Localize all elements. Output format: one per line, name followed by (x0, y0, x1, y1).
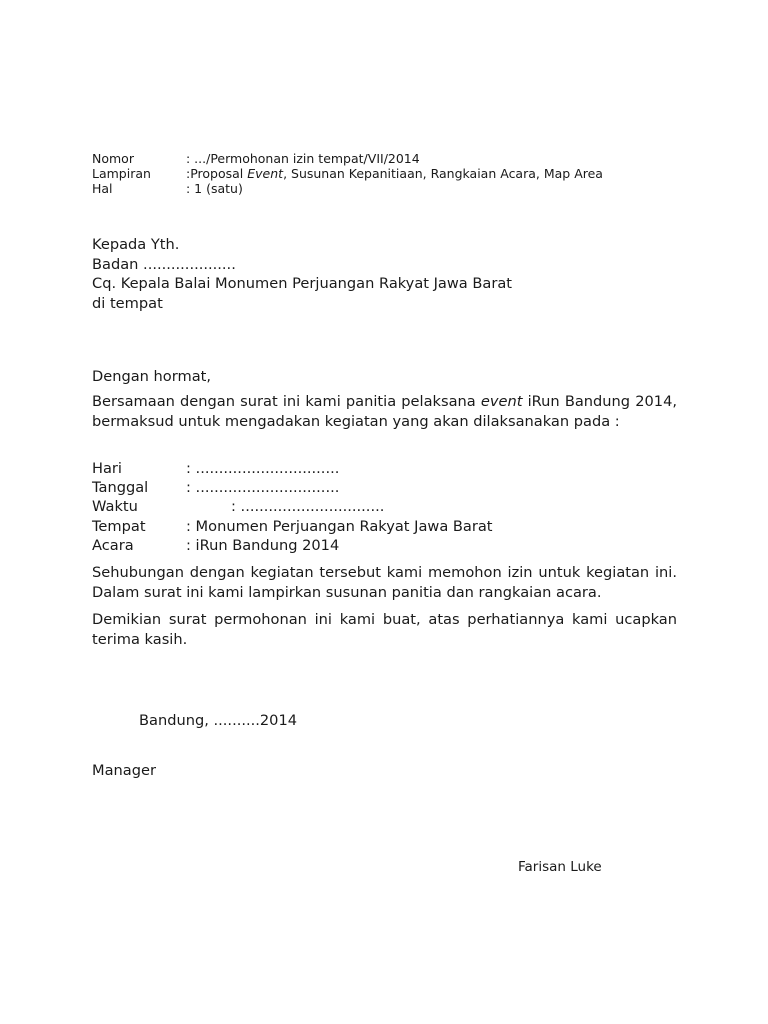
detail-value: : ............................... (186, 479, 340, 496)
request-paragraph: Sehubungan dengan kegiatan tersebut kami memohon izin untuk kegiatan ini. Dalam surat ini kami lampirkan susunan panitia dan rangkaian acara. (92, 564, 677, 601)
recipient-line-1: Kepada Yth. (92, 236, 180, 253)
recipient-line-2: Badan .................... (92, 256, 236, 273)
nomor-value: : .../Permohonan izin tempat/VII/2014 (186, 151, 420, 166)
lampiran-suffix: , Susunan Kepanitiaan, Rangkaian Acara, Map Area (283, 166, 603, 181)
lampiran-label: Lampiran (92, 166, 151, 181)
salutation: Dengan hormat, (92, 368, 212, 385)
intro-paragraph (92, 392, 677, 431)
detail-label: Hari (92, 460, 122, 477)
detail-row-waktu (92, 497, 385, 517)
hal-label: Hal (92, 181, 113, 196)
detail-label: Tanggal (92, 479, 149, 496)
detail-row-tanggal (92, 478, 340, 498)
signatory-name: Farisan Luke (518, 859, 602, 875)
position-title: Manager (92, 762, 156, 779)
intro-part-1: Bersamaan dengan surat ini kami panitia pelaksana (92, 393, 481, 410)
intro-italic: event (480, 393, 523, 410)
detail-value: : ............................... (231, 498, 385, 515)
detail-value: : Monumen Perjuangan Rakyat Jawa Barat (186, 518, 493, 535)
lampiran-italic: Event (247, 166, 284, 181)
detail-label: Tempat (92, 518, 146, 535)
detail-value: : iRun Bandung 2014 (186, 537, 340, 554)
hal-value: : 1 (satu) (186, 181, 243, 196)
detail-row-hari (92, 459, 340, 479)
detail-label: Acara (92, 537, 134, 554)
recipient-line-4: di tempat (92, 295, 163, 312)
recipient-line-3: Cq. Kepala Balai Monumen Perjuangan Rakyat Jawa Barat (92, 275, 513, 292)
intro-part-2: iRun Bandung 2014, bermaksud untuk mengadakan kegiatan yang akan dilaksanakan pada : (92, 393, 677, 430)
lampiran-value (186, 166, 603, 182)
place-date: Bandung, ..........2014 (139, 712, 298, 729)
lampiran-prefix: :Proposal (186, 166, 248, 181)
detail-row-acara (92, 536, 340, 556)
detail-value: : ............................... (186, 460, 340, 477)
nomor-label: Nomor (92, 151, 134, 166)
closing-paragraph: Demikian surat permohonan ini kami buat, atas perhatiannya kami ucapkan terima kasih. (92, 611, 677, 648)
detail-label: Waktu (92, 498, 138, 515)
detail-row-tempat (92, 517, 493, 537)
